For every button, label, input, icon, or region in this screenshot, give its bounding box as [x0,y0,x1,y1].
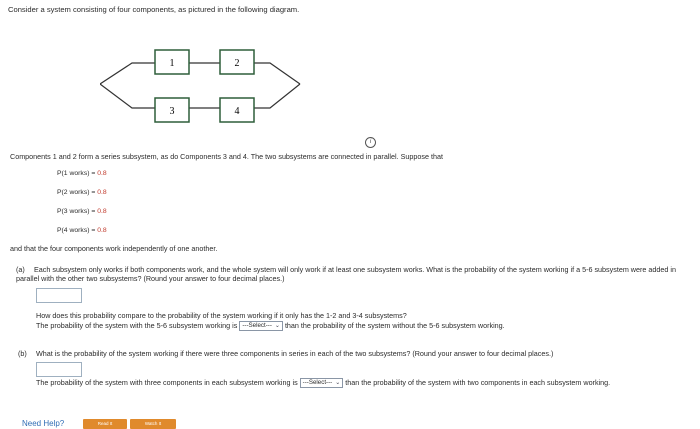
problem-intro: Consider a system consisting of four components, as pictured in the following diagram. [8,5,300,14]
problem-description: Components 1 and 2 form a series subsystem, as do Components 3 and 4. The two subsystems are connected in parallel. Suppose that [10,152,443,161]
part-a-text: Each subsystem only works if both components work, and the whole system will only work if at least one subsystem works. What is the probability of the system working if a 5-6 subsystem were added in parallel with the other two subsystems? (Round your answer to four decimal places.) [16,265,676,283]
probability-line-3 [57,208,107,215]
component-label-1: 1 [169,58,175,69]
probability-label: P(2 works) = [57,189,98,196]
component-label-4: 4 [234,106,240,117]
info-icon[interactable]: i [365,137,376,148]
probability-line-1 [57,170,107,177]
chevron-down-icon: ⌄ [274,323,280,330]
part-a-label: (a) [16,265,25,274]
part-a-compare-pre: The probability of the system with the 5-6 subsystem working is [36,321,238,330]
part-b-compare-pre: The probability of the system with three components in each subsystem working is [36,378,298,387]
part-a-compare-question: How does this probability compare to the probability of the system working if it only has the 1-2 and 3-4 subsystems? [36,311,407,320]
part-b-compare-line [36,378,666,388]
component-box-3 [155,98,189,122]
select-value: ---Select--- [302,379,333,387]
probability-label: P(1 works) = [57,170,98,177]
part-a-compare-post: than the probability of the system without the 5-6 subsystem working. [284,321,505,330]
component-label-3: 3 [169,106,175,117]
probability-label: P(3 works) = [57,208,98,215]
probability-line-4 [57,227,107,234]
part-a-compare-line [36,321,505,331]
part-b-text: What is the probability of the system working if there were three components in series in each of the two subsystems? (Round your answer to four decimal places.) [36,349,554,358]
part-a-answer-input[interactable] [36,288,82,303]
system-diagram [100,40,320,130]
probability-value: 0.8 [97,208,107,215]
part-a-comparison-select[interactable] [239,321,283,331]
component-box-4 [220,98,254,122]
part-b-answer-input[interactable] [36,362,82,377]
select-value: ---Select--- [242,322,272,330]
probability-value: 0.8 [97,189,107,196]
part-b-compare-post: than the probability of the system with two components in each subsystem working. [345,378,611,387]
read-it-button[interactable]: Read It [83,419,127,429]
probability-label: P(4 works) = [57,227,98,234]
component-box-2 [220,50,254,74]
probability-value: 0.8 [97,170,107,177]
watch-it-button[interactable]: Watch It [130,419,176,429]
probability-value: 0.8 [97,227,107,234]
chevron-down-icon: ⌄ [335,380,341,387]
part-a-question [16,265,694,283]
component-box-1 [155,50,189,74]
probability-line-2 [57,189,107,196]
independence-statement: and that the four components work independently of one another. [10,244,218,253]
need-help-label: Need Help? [22,419,65,428]
component-label-2: 2 [234,58,240,69]
part-b-comparison-select[interactable] [300,378,344,388]
part-b-question [18,349,553,358]
part-b-label: (b) [18,349,27,358]
